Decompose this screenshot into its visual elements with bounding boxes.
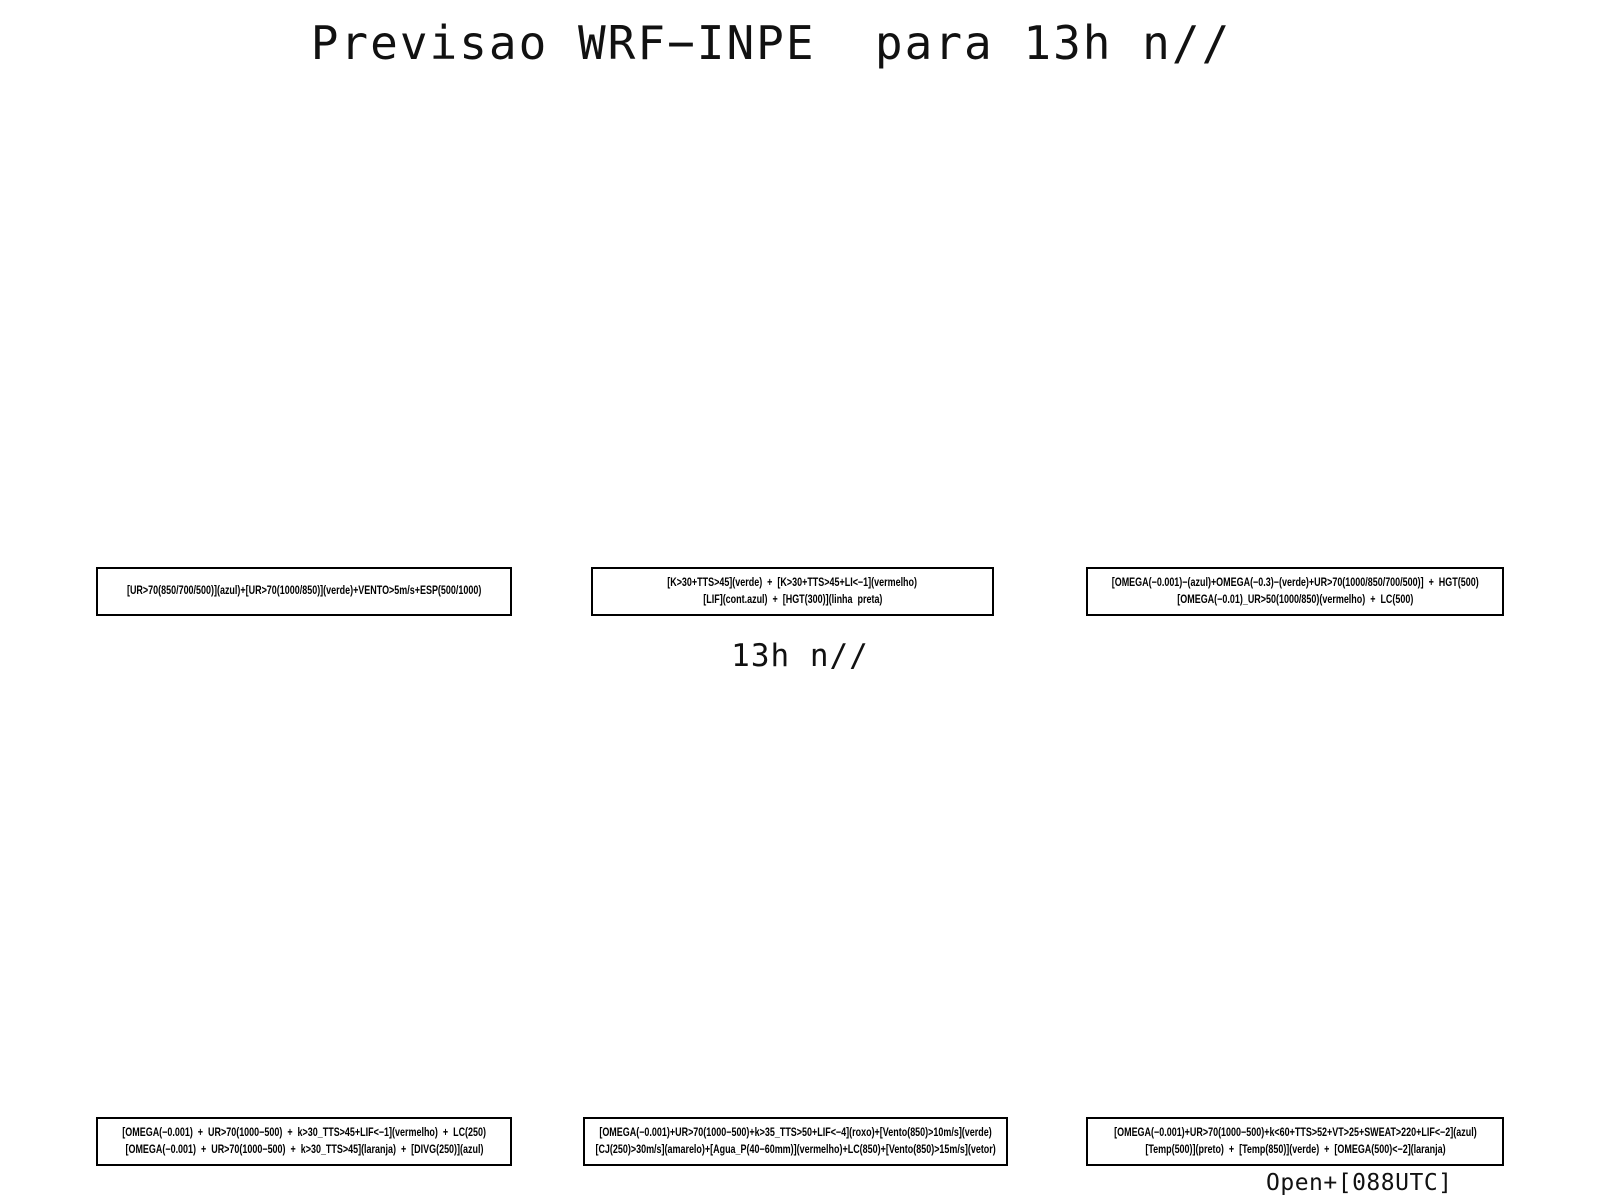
footer-open-utc-label: Open+[088UTC]: [1266, 1170, 1453, 1196]
page-title: Previsao WRF−INPE para 13h n//: [310, 16, 1232, 70]
caption-line: [OMEGA(−0.01)_UR>50(1000/850)(vermelho) + LC(500): [1176, 593, 1414, 606]
caption-line: [Temp(500)](preto) + [Temp(850)](verde) + [OMEGA(500)<−2](laranja): [1144, 1143, 1446, 1156]
caption-line: [LIF](cont.azul) + [HGT(300)](linha preta): [702, 593, 883, 606]
caption-line: [OMEGA(−0.001)+UR>70(1000−500)+k>35_TTS>50+LIF<−4](roxo)+[Vento(850)>10m/s](verde): [599, 1126, 992, 1139]
caption-panel-bottom-right: [1086, 1117, 1504, 1166]
caption-line: [CJ(250)>30m/s](amarelo)+[Agua_P(40−60mm)](vermelho)+LC(850)+[Vento(850)>15m/s](vetor): [595, 1143, 996, 1156]
caption-panel-bottom-left: [96, 1117, 512, 1166]
caption-line: [OMEGA(−0.001)+UR>70(1000−500)+k<60+TTS>52+VT>25+SWEAT>220+LIF<−2](azul): [1113, 1126, 1477, 1139]
caption-panel-top-center: [591, 567, 994, 616]
caption-line: [UR>70(850/700/500)](azul)+[UR>70(1000/850)](verde)+VENTO>5m/s+ESP(500/1000): [126, 585, 482, 597]
caption-line: [OMEGA(−0.001) + UR>70(1000−500) + k>30_TTS>45](laranja) + [DIVG(250)](azul): [125, 1143, 483, 1156]
caption-panel-top-right: [1086, 567, 1504, 616]
caption-panel-top-left: [96, 567, 512, 616]
caption-panel-bottom-center: [583, 1117, 1008, 1166]
mid-forecast-label: 13h n//: [731, 638, 869, 674]
caption-line: [OMEGA(−0.001)−(azul)+OMEGA(−0.3)−(verde)+UR>70(1000/850/700/500)] + HGT(500): [1111, 576, 1479, 589]
caption-line: [K>30+TTS>45](verde) + [K>30+TTS>45+LI<−1](vermelho): [667, 576, 918, 589]
caption-line: [OMEGA(−0.001) + UR>70(1000−500) + k>30_TTS>45+LIF<−1](vermelho) + LC(250): [122, 1126, 486, 1139]
